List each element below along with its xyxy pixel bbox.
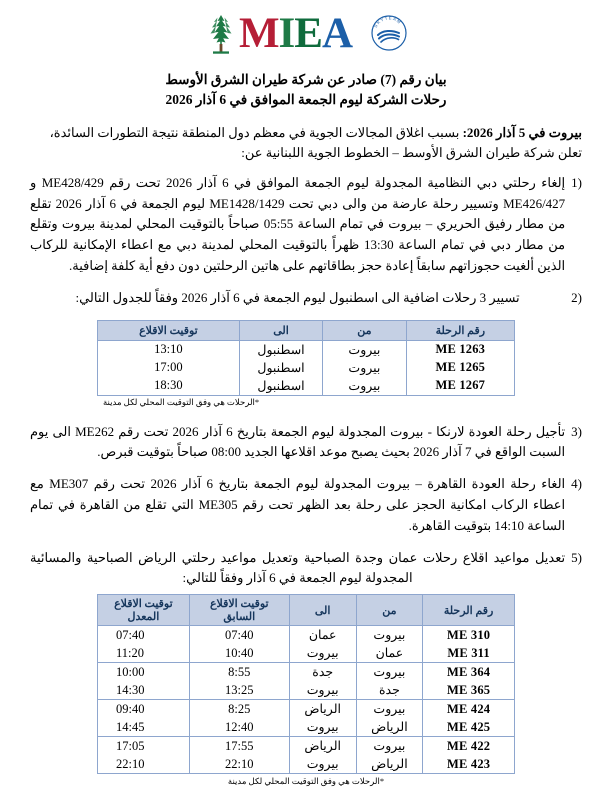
revised-times-table [97,594,515,774]
cell-from: بيروت [356,737,423,756]
table-header-row [98,595,515,626]
cell-departure-time: 13:10 [98,340,240,359]
item-text-2: تسيير 3 رحلات اضافية الى اسطنبول ليوم الجمعة في 6 آذار 2026 وفقاً للجدول التالي: [75,289,520,305]
mea-wordmark [238,10,353,58]
th-departure-time: توقيت الاقلاع [98,320,240,340]
svg-text:SKYTEAM: SKYTEAM [372,15,403,29]
cell-to: اسطنبول [239,377,322,396]
cell-to: الرياض [289,737,356,756]
item-number-2: 2) [571,289,582,305]
th-to: الى [289,595,356,626]
table-row [98,663,515,682]
cell-previous-time: 07:40 [189,626,289,645]
cell-previous-time: 22:10 [189,755,289,774]
announcement-items [30,173,582,787]
cell-from: جدة [356,681,423,700]
letterhead-logo-band [30,0,582,68]
cell-revised-time: 14:45 [98,718,190,737]
cell-from: بيروت [356,700,423,719]
cell-to: اسطنبول [239,340,322,359]
document-title [30,70,582,111]
cell-previous-time: 10:40 [189,644,289,663]
item-text-1: إلغاء رحلتي دبي النظامية المجدولة ليوم الجمعة الموافق في 6 آذار 2026 تحت رقم ME428/429 و ME426/427 وتسيير رحلة عارضة من والى دبي تحت ME1428/1429 ليوم الجمعة في 6 آذار 2026 تقلع من مطار رفيق الحريري – بيروت في تمام الساعة 05:55 صباحاً بالتوقيت المحلي لمدينة بيروت وتقلع من مطار دبي في تمام الساعة 13:30 ظهراً بالتوقيت المحلي لمدينة دبي مع اعطاء الإمكانية للركاب الذين ألغيت حجوزاتهم سابقاً إعادة حجز بطاقاتهم على هاتين الرحلتين دون دفع أية كلفة إضافية. [30,174,566,273]
item-number-4: 4) [571,476,582,492]
dateline: بيروت في 5 آذار 2026: [462,124,582,140]
skyteam-logo-icon [370,14,408,52]
cell-previous-time: 8:25 [189,700,289,719]
item-text-4: الغاء رحلة العودة القاهرة – بيروت المجدولة ليوم الجمعة بتاريخ 6 آذار 2026 تحت رقم ME307 مع اعطاء الركاب امكانية الحجز على رحلة بعد الظهر تحت رقم ME305 التي تقلع من القاهرة في تمام الساعة 14:10 بتوقيت القاهرة. [30,476,566,533]
title-line-1: بيان رقم (7) صادر عن شركة طيران الشرق الأوسط [165,72,447,87]
th-revised-departure-time: توقيت الاقلاع المعدل [98,595,190,626]
th-flight-number: رقم الرحلة [406,320,514,340]
cell-previous-time: 8:55 [189,663,289,682]
cell-to: بيروت [289,644,356,663]
cell-to: بيروت [289,718,356,737]
table-row [98,626,515,645]
cedar-tree-icon [204,14,238,54]
cell-flight-number: ME 364 [423,663,515,682]
cell-flight-number: ME 1263 [406,340,514,359]
cell-revised-time: 07:40 [98,626,190,645]
table-row [98,359,515,377]
table-row [98,718,515,737]
item-text-3: تأجيل رحلة العودة لارنكا - بيروت المجدولة ليوم الجمعة بتاريخ 6 آذار 2026 تحت رقم ME262 الى يوم السبت الواقع في 7 آذار 2026 بحيث يصبح موعد اقلاعها الجديد 08:00 صباحاً بتوقيت قبرص. [30,423,566,460]
cell-departure-time: 18:30 [98,377,240,396]
table-row [98,644,515,663]
cell-revised-time: 10:00 [98,663,190,682]
wordmark-letter-i: I [278,10,295,58]
th-from: من [323,320,406,340]
list-item-5 [30,548,582,590]
wordmark-letter-e: E [294,10,322,58]
list-item-4 [30,474,582,536]
istanbul-flights-table [97,320,515,396]
cell-to: جدة [289,663,356,682]
cell-flight-number: ME 310 [423,626,515,645]
istanbul-flights-table-wrap [97,320,515,408]
revised-times-table-wrap [97,594,515,787]
cell-to: عمان [289,626,356,645]
intro-line-1-rest: بسبب اغلاق المجالات الجوية في معظم دول المنطقة نتيجة التطورات السائدة، [49,124,463,140]
cell-flight-number: ME 311 [423,644,515,663]
cell-revised-time: 09:40 [98,700,190,719]
cell-flight-number: ME 424 [423,700,515,719]
table-header-row [98,320,515,340]
table-row [98,681,515,700]
cell-from: بيروت [356,626,423,645]
th-to: الى [239,320,322,340]
intro-paragraph [30,123,582,163]
table-1-footnote: *الرحلات هي وفق التوقيت المحلي لكل مدينة [103,396,260,407]
cell-flight-number: ME 423 [423,755,515,774]
cell-to: بيروت [289,755,356,774]
cell-from: بيروت [323,340,406,359]
intro-line-2: تعلن شركة طيران الشرق الأوسط – الخطوط الجوية اللبنانية عن: [241,144,582,160]
title-line-2: رحلات الشركة ليوم الجمعة الموافق في 6 آذار 2026 [165,92,447,108]
cell-revised-time: 14:30 [98,681,190,700]
mea-logo [204,10,353,58]
cell-previous-time: 13:25 [189,681,289,700]
table-row [98,377,515,396]
th-previous-departure-time: توقيت الاقلاع السابق [189,595,289,626]
cell-from: بيروت [323,377,406,396]
cell-from: الرياض [356,755,423,774]
cell-flight-number: ME 365 [423,681,515,700]
list-item-3 [30,422,582,464]
cell-flight-number: ME 422 [423,737,515,756]
table-row [98,737,515,756]
item-number-5: 5) [571,549,582,565]
cell-from: الرياض [356,718,423,737]
th-from: من [356,595,423,626]
list-item-1 [30,173,582,277]
table-2-footnote: *الرحلات هي وفق التوقيت المحلي لكل مدينة [227,776,385,787]
list-item-2 [30,288,582,309]
wordmark-letter-m: M [238,10,279,58]
cell-previous-time: 12:40 [189,718,289,737]
cell-departure-time: 17:00 [98,359,240,377]
cell-from: بيروت [323,359,406,377]
cell-to: الرياض [289,700,356,719]
wordmark-letter-a: A [321,10,353,58]
cell-revised-time: 11:20 [98,644,190,663]
th-flight-number: رقم الرحلة [423,595,515,626]
table-row [98,755,515,774]
table-row [98,340,515,359]
item-number-1: 1) [571,174,582,190]
item-number-3: 3) [571,423,582,439]
cell-revised-time: 17:05 [98,737,190,756]
cell-flight-number: ME 1267 [406,377,514,396]
cell-to: بيروت [289,681,356,700]
cell-from: بيروت [356,663,423,682]
cell-to: اسطنبول [239,359,322,377]
table-row [98,700,515,719]
cell-from: عمان [356,644,423,663]
cell-flight-number: ME 425 [423,718,515,737]
cell-revised-time: 22:10 [98,755,190,774]
cell-flight-number: ME 1265 [406,359,514,377]
item-text-5: تعديل مواعيد اقلاع رحلات عمان وجدة الصباحية وتعديل مواعيد رحلتي الرياض الصباحية والمسائية المجدولة ليوم الجمعة في 6 آذار وفقاً للتالي: [30,549,566,586]
cell-previous-time: 17:55 [189,737,289,756]
